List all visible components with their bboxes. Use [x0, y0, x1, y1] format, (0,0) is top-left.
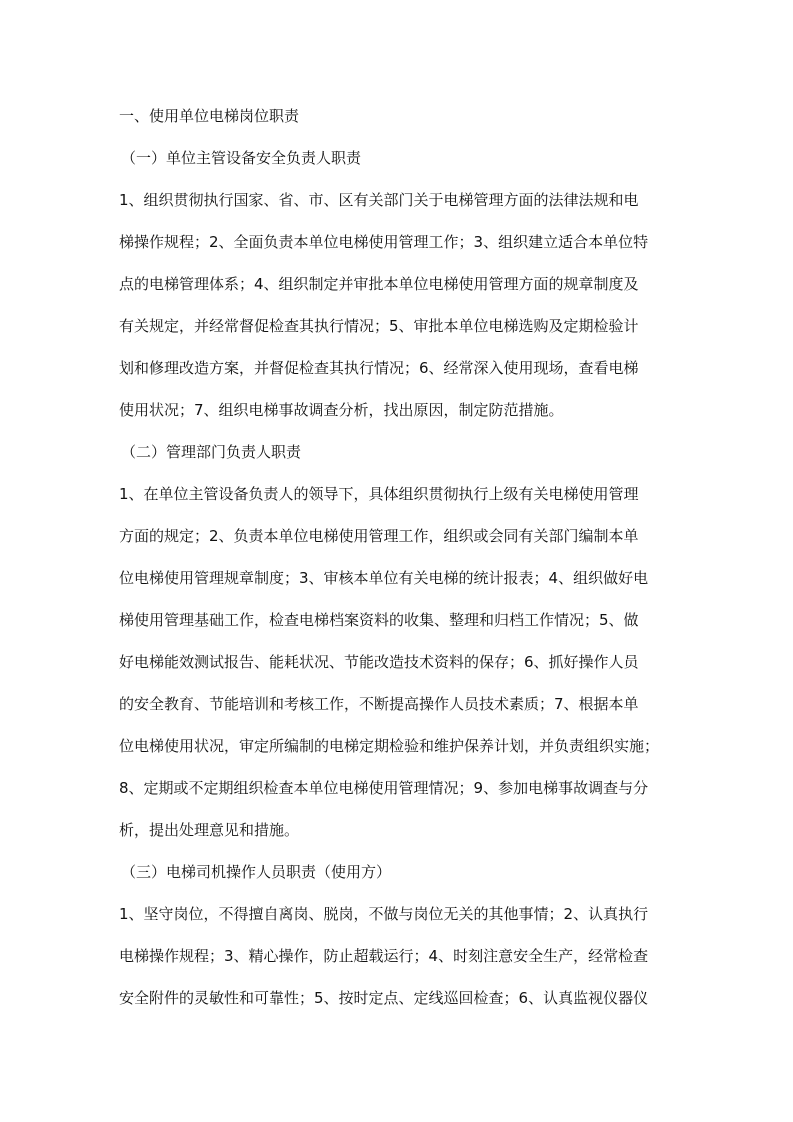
paragraph-line: 好电梯能效测试报告、能耗状况、节能改造技术资料的保存；6、抓好操作人员	[119, 653, 639, 671]
paragraph-line: 8、定期或不定期组织检查本单位电梯使用管理情况；9、参加电梯事故调查与分	[119, 779, 649, 797]
paragraph-line: 梯操作规程；2、全面负责本单位电梯使用管理工作；3、组织建立适合本单位特	[119, 233, 649, 251]
paragraph-line: 位电梯使用状况，审定所编制的电梯定期检验和维护保养计划，并负责组织实施；	[119, 737, 660, 755]
paragraph-line: 方面的规定；2、负责本单位电梯使用管理工作，组织或会同有关部门编制本单	[119, 527, 639, 545]
document-title: 一、使用单位电梯岗位职责	[119, 107, 300, 125]
paragraph-line: 梯使用管理基础工作，检查电梯档案资料的收集、整理和归档工作情况；5、做	[119, 611, 639, 629]
paragraph-line: 1、在单位主管设备负责人的领导下，具体组织贯彻执行上级有关电梯使用管理	[119, 485, 639, 503]
paragraph-line: 1、坚守岗位，不得擅自离岗、脱岗，不做与岗位无关的其他事情；2、认真执行	[119, 905, 649, 923]
section-heading: （三）电梯司机操作人员职责（使用方）	[121, 863, 392, 881]
paragraph-line: 析，提出处理意见和措施。	[119, 821, 300, 839]
paragraph-line: 的安全教育、节能培训和考核工作，不断提高操作人员技术素质；7、根据本单	[119, 695, 639, 713]
paragraph-line: 1、组织贯彻执行国家、省、市、区有关部门关于电梯管理方面的法律法规和电	[119, 191, 639, 209]
section-heading: （一）单位主管设备安全负责人职责	[121, 149, 362, 167]
paragraph-line: 划和修理改造方案，并督促检查其执行情况；6、经常深入使用现场，查看电梯	[119, 359, 639, 377]
paragraph-line: 有关规定，并经常督促检查其执行情况；5、审批本单位电梯选购及定期检验计	[119, 317, 639, 335]
paragraph-line: 位电梯使用管理规章制度；3、审核本单位有关电梯的统计报表；4、组织做好电	[119, 569, 649, 587]
section-heading: （二）管理部门负责人职责	[121, 443, 302, 461]
paragraph-line: 安全附件的灵敏性和可靠性；5、按时定点、定线巡回检查；6、认真监视仪器仪	[119, 989, 649, 1007]
paragraph-line: 电梯操作规程；3、精心操作，防止超载运行；4、时刻注意安全生产，经常检查	[119, 947, 649, 965]
paragraph-line: 使用状况；7、组织电梯事故调查分析，找出原因，制定防范措施。	[119, 401, 564, 419]
paragraph-line: 点的电梯管理体系；4、组织制定并审批本单位电梯使用管理方面的规章制度及	[119, 275, 639, 293]
